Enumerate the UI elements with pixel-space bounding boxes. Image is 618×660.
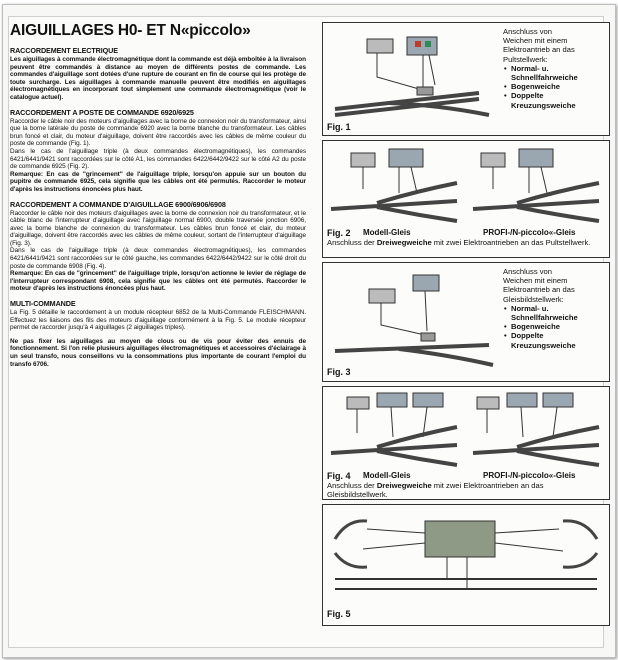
section-heading: RACCORDEMENT A POSTE DE COMMANDE 6920/6925 [10,107,194,117]
control-panel-icon [407,37,437,55]
track-icon [331,183,457,221]
track-icon [331,427,457,465]
wire-icon [447,557,467,589]
note-line: Anschluss von [503,27,552,36]
figure-4-caption: Anschluss der Dreiwegweiche mit zwei Elektroantrieben an das Gleisbildstellwerk. [327,481,544,499]
transformer-icon [367,39,393,53]
bullet-item: • Bogenweiche [511,322,607,331]
figure-4-diagram [327,389,605,469]
transformer-icon [369,289,395,303]
wire-icon [487,407,557,437]
transformer-icon [481,153,505,167]
transformer-icon [347,397,369,409]
track-icon [335,345,493,365]
paragraph: Raccorder le câble noir des moteurs d'aiguillages avec la borne de connexion noir du transformateur, et le câble blanc de l'interrupteur d'aiguillage avec l'aiguillage normal 6900, double traversée jonction 6906, avec la borne blanche de connexion du transformateur. Les câbles brun foncé et clair, du moteur d'aiguillage, doivent être raccordés avec les câbles de même couleur, sortant de l'interrupteur d'aiguillage (Fig. 3). [10,209,306,247]
page-title: AIGUILLAGES H0- ET N«piccolo» [10,22,251,39]
note-line: Elektroantrieb an das [503,285,575,295]
note-line: Anschluss von [503,267,552,276]
wire-icon [377,53,435,89]
button-red-icon [415,41,421,47]
track-icon [473,427,599,465]
bullet-item: • Doppelte Kreuzungsweiche [511,331,607,349]
paragraph: Dans le cas de l'aiguillage triple (à deux commandes électromagnétiques), les commandes 6421/6441/9421 sont raccordées sur le côté gauche, les commandes 6422/6442/9422 sur le côté droit du poste de commande 6908 (Fig. 4). [10,247,306,270]
figure-2-caption: Anschluss der Dreiwegweiche mit zwei Elektroantrieben an das Pultstellwerk. [327,238,591,247]
paragraph: La Fig. 5 détaille le raccordement à un module récepteur 6852 de la Multi-Commande FLEISCHMANN. Effectuez les liaisons des fils des moteurs d'aiguillage conformément à la Fig. 5. Le module récepteur permet de raccorder jusqu'à 4 aiguillages (2 aiguillages triples). [10,309,306,332]
track-icon [473,183,599,221]
section-heading: MULTI-COMMANDE [10,299,76,309]
figure-3-note [503,267,607,350]
note-line: Pultstellwerk: [503,54,548,64]
button-green-icon [425,41,431,47]
figure-column [322,22,608,626]
control-panel-icon [519,149,553,167]
note-line: Weichen mit einem [503,36,568,46]
figure-4-label: Fig. 4 [327,471,351,481]
switch-icon [413,393,443,407]
wire-icon [363,167,417,193]
section-electrical [10,46,306,102]
switch-icon [377,393,407,407]
paragraph: Dans le cas de l'aiguillage triple (à deux commandes électromagnétiques), les commandes 6421/6441/9421 sont raccordées sur le côté A1, les commandes 6422/6442/9422 sur le côté A2 du poste de commande 6925 (Fig. 2). [10,147,306,171]
bus-line-icon [335,579,597,589]
figure-3-diagram [329,269,499,369]
transformer-icon [351,153,375,167]
figure-2-diagram [327,143,605,225]
figure-1-label: Fig. 1 [327,122,351,132]
note-line: Gleisbildstellwerk: [503,294,564,304]
bullet-item: • Normal- u. Schnellfahrweiche [511,64,607,82]
track-icon [335,93,489,115]
transformer-icon [477,397,499,409]
motor-icon [421,333,435,341]
figure-4-sub-right: PROFI-/N-piccolo«-Gleis [483,471,576,480]
section-poste-commande [10,108,306,194]
section-heading: RACCORDEMENT ELECTRIQUE [10,46,118,55]
figure-2-label: Fig. 2 [327,228,351,238]
note-line: Elektroantrieb an das [503,45,575,55]
bullet-item: • Normal- u. Schnellfahrweiche [511,304,607,322]
figure-1-note [503,27,607,110]
note-line: Weichen mit einem [503,276,568,286]
figure-3-label: Fig. 3 [327,367,351,377]
motor-icon [417,87,433,95]
section-commande-aiguillage [10,200,306,294]
wire-icon [493,167,547,193]
figure-5-label: Fig. 5 [327,609,351,619]
figure-2-sub-left: Modell-Gleis [363,228,411,237]
section-warning [10,338,306,368]
paragraph-warning: Ne pas fixer les aiguillages au moyen de clous ou de vis pour éviter des ennuis de fonctionnement. Si l'on relie plusieurs aiguillages électromagnétiques et accessoires d'éclairage à un seul transfo, nous conseillons vu la consommations plus importante de courant l'emploi du transfo 6706. [10,337,306,368]
figure-3-panel [322,262,610,382]
figure-4-panel [322,386,610,500]
paragraph: Les aiguillages à commande électromagnétique dont la commande est déjà emboîtée à la livraison peuvent être commandés à distance au moyen de différents postes de commande. Les commandes d'aiguillage sont dotées d'une rupture de courant en fin de course qui les protège de toute surcharge. Les aiguillages à commande manuelle peuvent être modifiés en aiguillages électromagnétiques en incorporant tout simplement une commande électromagnétique (voir le catalogue actuel). [10,56,306,101]
figure-2-panel [322,140,610,258]
figure-1-diagram [329,29,499,129]
switch-icon [543,393,573,407]
paragraph: Raccorder le câble noir des moteurs d'aiguillages avec la borne de connexion noir du transformateur, ainsi que la borne latérale du poste de commande 6920 avec la borne blanche du transformateur. Les câbles brun foncé et clair, du moteur d'aiguillage, doivent être raccordés avec les câbles de même couleur du poste de commande (Fig. 1). [10,117,306,148]
control-panel-icon [389,149,423,167]
figure-5-panel [322,504,610,626]
receiver-module-icon [425,521,495,557]
section-multi-commande [10,299,306,332]
figure-1-panel [322,22,610,136]
figure-4-sub-left: Modell-Gleis [363,471,411,480]
bullet-item: • Doppelte Kreuzungsweiche [511,91,607,109]
paragraph-remark: Remarque: En cas de "grincement" de l'aiguillage triple, lorsqu'on appuie sur un bouton du pupitre de commande 6925, cela signifie que les câbles ont été permutés. Raccorder le moteur d'après les instructions énoncées plus haut. [10,170,306,193]
figure-2-sub-right: PROFI-/N-piccolo«-Gleis [483,228,576,237]
switch-icon [413,275,439,291]
bullet-item: • Bogenweiche [511,82,607,91]
section-heading: RACCORDEMENT A COMMANDE D'AIGUILLAGE 6900/6906/6908 [10,199,226,209]
text-column [10,22,306,374]
switch-icon [507,393,537,407]
paragraph-remark: Remarque: En cas de "grincement" de l'aiguillage triple, lorsqu'on actionne le levier de réglage de l'interrupteur correspondant 6908, cela signifie que les câbles ont été permutés. Raccorder le moteur d'après les instructions énoncées plus haut. [10,270,306,293]
wire-icon [357,407,427,437]
figure-5-diagram [327,509,605,605]
